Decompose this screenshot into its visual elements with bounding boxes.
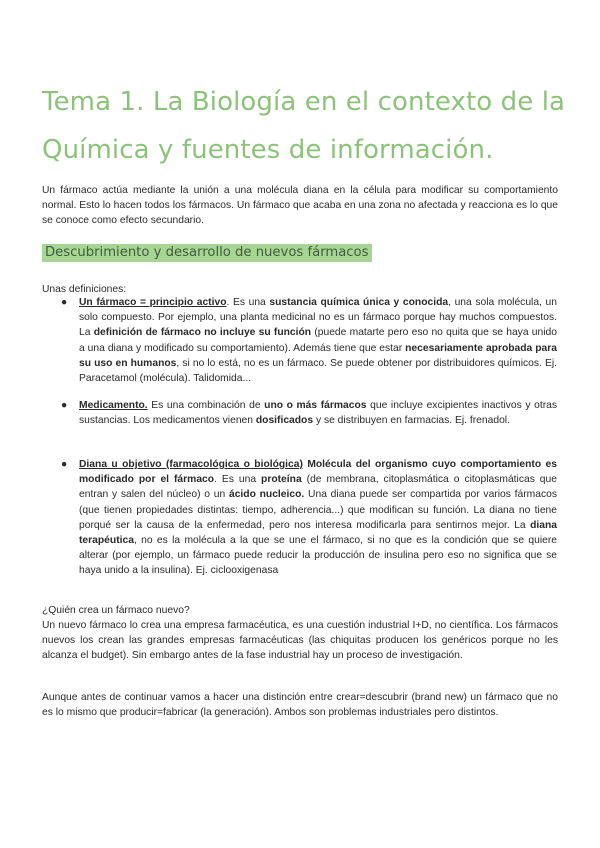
bullet-icon: ● (61, 459, 68, 470)
definitions-label: Unas definiciones: (42, 284, 127, 295)
definition-diana: Diana u objetivo (farmacológica o biológica) Molécula del organismo cuyo comportamiento es modificado por el fármaco. Es una proteína (de membrana, citoplasmática o citoplasmáticas que entran y salen del núcleo) o un ácido nucleico. Una diana puede ser compartida por varios fármacos (que tienen propiedades distintas: tiempo, adherencia...) que modifican su función. La diana no tiene porqué ser la causa de la enfermedad, pero nos interesa modificarla para sentirnos mejor. La diana terapéutica, no es la molécula a la que se une el fármaco, si no que es la condición que se quiere alterar (por ejemplo, un fármaco puede reducir la producción de insulina pero eso no significa que se haya unido a la insulina). Ej. ciclooxigenasa (79, 459, 557, 577)
definition-farmaco: Un fármaco = principio activo. Es una sustancia química única y conocida, una sola molécula, un solo compuesto. Por ejemplo, una planta medicinal no es un fármaco porque hay muchos compuestos. La definición de fármaco no incluye su función (puede matarte pero eso no quita que se haya unido a una diana y modificado su comportamiento). Además tiene que estar necesariamente aprobada para su uso en humanos, si no lo está, no es un fármaco. Se puede obtener por distribuidores químicos. Ej. Paracetamol (molécula). Talidomida... (79, 297, 557, 385)
title-line-1: Tema 1. La Biología en el contexto de la (42, 87, 566, 117)
definition-term: Diana u objetivo (farmacológica o biológica) (79, 459, 303, 470)
bullet-icon: ● (61, 297, 68, 308)
intro-paragraph: Un fármaco actúa mediante la unión a una molécula diana en la célula para modificar su comportamiento normal. Esto lo hacen todos los fármacos. Un fármaco que acaba en una zona no afectada y reacciona es lo que se conoce como efecto secundario. (42, 185, 558, 227)
definition-term: Un fármaco = principio activo (79, 297, 227, 308)
question-heading: ¿Quién crea un fármaco nuevo? (42, 605, 190, 616)
section-heading: Descubrimiento y desarrollo de nuevos fármacos (42, 244, 372, 262)
bullet-icon: ● (61, 400, 68, 411)
definition-medicamento: Medicamento. Es una combinación de uno o más fármacos que incluye excipientes inactivos y otras sustancias. Los medicamentos vienen dosificados y se distribuyen en farmacias. Ej. frenadol. (79, 400, 558, 427)
definition-term: Medicamento. (79, 400, 148, 411)
closing-paragraph: Aunque antes de continuar vamos a hacer una distinción entre crear=descubrir (brand new) un fármaco que no es lo mismo que producir=fabricar (la generación). Ambos son problemas industriales pero distintos. (42, 692, 558, 719)
answer-paragraph: Un nuevo fármaco lo crea una empresa farmacéutica, es una cuestión industrial I+D, no científica. Los fármacos nuevos los crean las grandes empresas farmacéuticas (las chiquitas producen los genéricos porque no les alcanza el budget). Sin embargo antes de la fase industrial hay un proceso de investigación. (42, 620, 558, 662)
title-line-2: Química y fuentes de información. (42, 135, 494, 165)
page-title (42, 78, 582, 174)
